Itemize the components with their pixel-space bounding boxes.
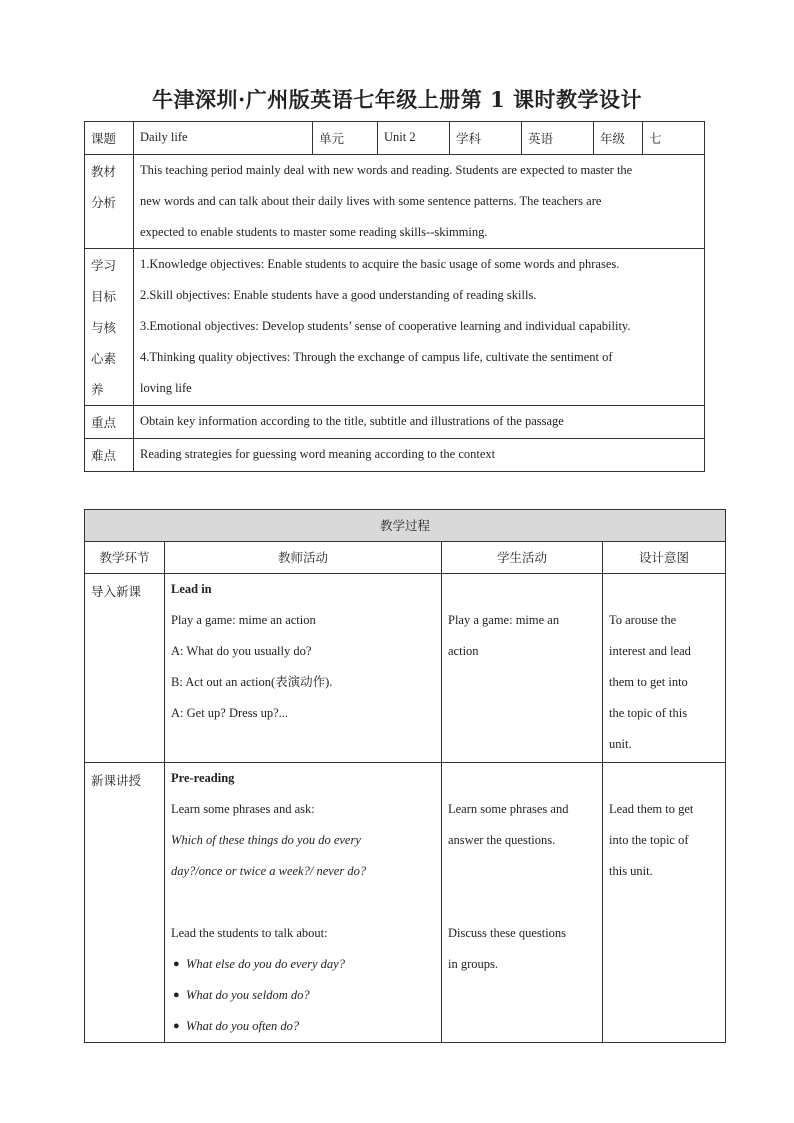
analysis-label: 教材 分析 — [85, 155, 134, 249]
info-row-key-point — [85, 406, 705, 439]
lesson-info-table — [84, 121, 705, 472]
stage-cell: 导入新课 — [85, 574, 165, 763]
design-intent: To arouse the interest and lead them to get into the topic of this unit. — [603, 574, 726, 763]
info-row-analysis — [85, 155, 705, 249]
col-stage: 教学环节 — [85, 542, 165, 574]
info-row-topic — [85, 122, 705, 155]
teacher-activity: Lead in Play a game: mime an action A: What do you usually do? B: Act out an action(表演动作). A: Get up? Dress up?... — [165, 574, 442, 763]
bullet-icon: ● — [173, 989, 180, 1001]
teaching-process-table — [84, 509, 726, 1043]
unit-label: 单元 — [313, 122, 378, 155]
key-label: 重点 — [85, 406, 134, 439]
info-row-difficulty — [85, 439, 705, 472]
topic-value: Daily life — [134, 122, 313, 155]
student-activity: Play a game: mime an action — [442, 574, 603, 763]
difficulty-label: 难点 — [85, 439, 134, 472]
subject-value: 英语 — [522, 122, 594, 155]
list-item: ● What else do you do every day? — [186, 949, 435, 980]
analysis-text: This teaching period mainly deal with new words and reading. Students are expected to master the new words and can talk about their daily lives with some sentence patterns. The teachers are expected to enable students to master some reading skills--skimming. — [134, 155, 705, 249]
teacher-activity: Pre-reading Learn some phrases and ask: Which of these things do you do every day?/once or twice a week?/ never do? Lead the students to talk about: ● What else do you do every day? ● What do you seldom do? ● What do you often do? — [165, 763, 442, 1043]
process-row-lead-in — [85, 574, 726, 763]
unit-value: Unit 2 — [378, 122, 450, 155]
objectives-text: 1.Knowledge objectives: Enable students to acquire the basic usage of some words and phrases. 2.Skill objectives: Enable students have a good understanding of reading skills. 3.Emotional objectives: Develop students’ sense of cooperative learning and individual capability. 4.Thinking quality objectives: Through the exchange of campus life, cultivate the sentiment of loving life — [134, 249, 705, 406]
process-header: 教学过程 — [85, 510, 726, 542]
grade-value: 七 — [643, 122, 705, 155]
list-item: ● What do you seldom do? — [186, 980, 435, 1011]
discussion-bullets — [171, 949, 435, 1042]
grade-label: 年级 — [594, 122, 643, 155]
col-student: 学生活动 — [442, 542, 603, 574]
difficulty-value: Reading strategies for guessing word meaning according to the context — [134, 439, 705, 472]
column-header-row — [85, 542, 726, 574]
student-activity: Learn some phrases and answer the questions. Discuss these questions in groups. — [442, 763, 603, 1043]
process-row-new-lesson — [85, 763, 726, 1043]
col-teacher: 教师活动 — [165, 542, 442, 574]
objectives-label: 学习 目标 与核 心素 养 — [85, 249, 134, 406]
stage-cell: 新课讲授 — [85, 763, 165, 1043]
topic-label: 课题 — [85, 122, 134, 155]
subject-label: 学科 — [450, 122, 522, 155]
page-title: 牛津深圳·广州版英语七年级上册第 1 课时教学设计 — [151, 87, 643, 112]
design-intent: Lead them to get into the topic of this unit. — [603, 763, 726, 1043]
bullet-icon: ● — [173, 958, 180, 970]
info-row-objectives — [85, 249, 705, 406]
list-item: ● What do you often do? — [186, 1011, 435, 1042]
key-value: Obtain key information according to the title, subtitle and illustrations of the passage — [134, 406, 705, 439]
col-intent: 设计意图 — [603, 542, 726, 574]
bullet-icon: ● — [173, 1020, 180, 1032]
process-header-row — [85, 510, 726, 542]
